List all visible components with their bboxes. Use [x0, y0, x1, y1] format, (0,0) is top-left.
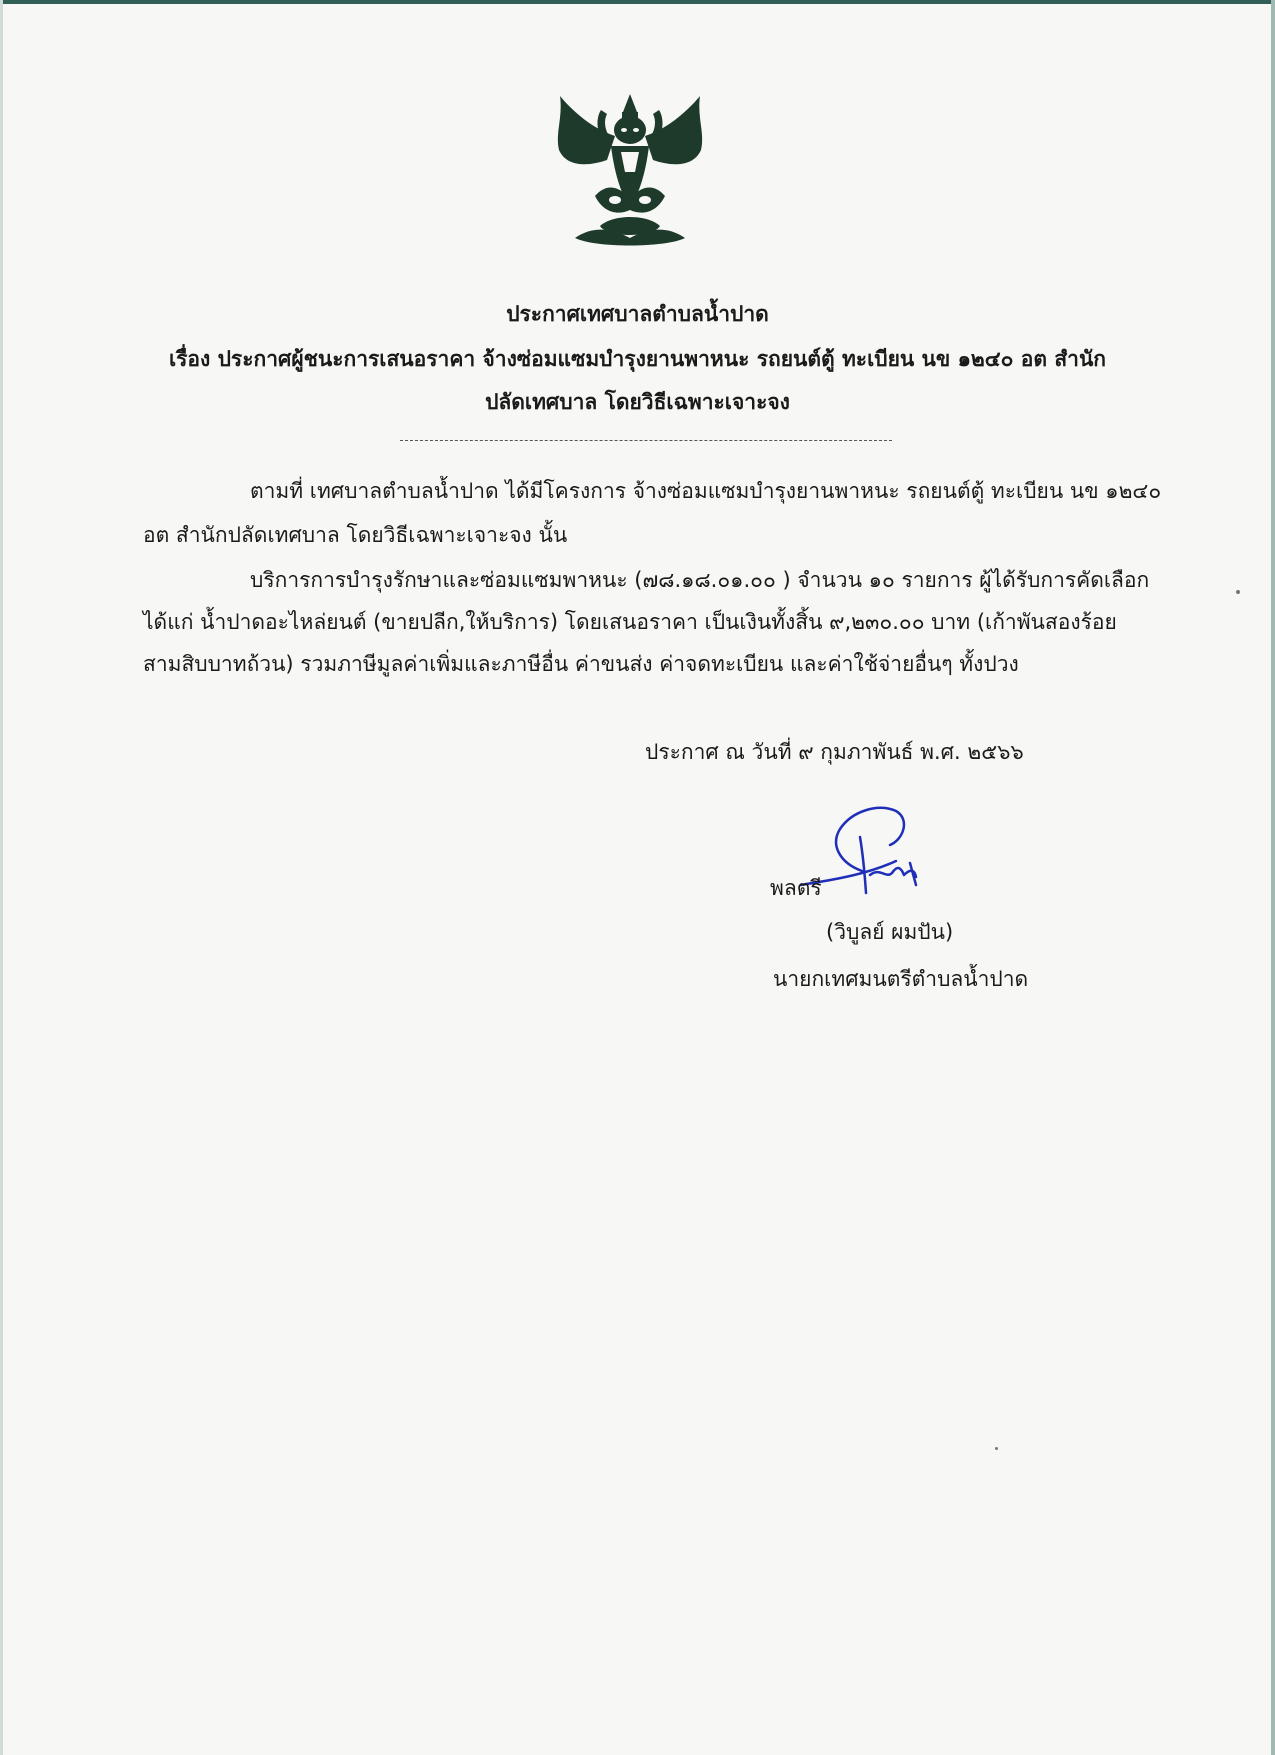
announcement-title: ประกาศเทศบาลตำบลน้ำปาด	[506, 302, 769, 326]
scan-speck	[1236, 590, 1240, 594]
signer-position: นายกเทศมนตรีตำบลน้ำปาด	[773, 967, 1029, 991]
paragraph-2-line-1: บริการการบำรุงรักษาและซ่อมแซมพาหนะ (๗๘.๑๘.๐๑.๐๐ ) จำนวน ๑๐ รายการ ผู้ได้รับการคัดเลือก	[250, 568, 1150, 592]
announcement-date: ประกาศ ณ วันที่ ๙ กุมภาพันธ์ พ.ศ. ๒๕๖๖	[645, 740, 1024, 764]
paragraph-2-line-3: สามสิบบาทถ้วน) รวมภาษีมูลค่าเพิ่มและภาษีอื่น ค่าขนส่ง ค่าจดทะเบียน และค่าใช้จ่ายอื่นๆ ทั้งปวง	[143, 652, 1019, 676]
title-divider	[400, 440, 892, 441]
handwritten-signature-icon	[800, 793, 950, 913]
garuda-emblem-icon	[545, 88, 715, 258]
signer-name: (วิบูลย์ ผมปัน)	[826, 920, 954, 944]
subject-line-2: ปลัดเทศบาล โดยวิธีเฉพาะเจาะจง	[485, 390, 790, 414]
paragraph-1-line-1: ตามที่ เทศบาลตำบลน้ำปาด ได้มีโครงการ จ้างซ่อมแซมบำรุงยานพาหนะ รถยนต์ตู้ ทะเบียน นข ๑๒๔๐	[250, 479, 1162, 503]
paragraph-1-line-2: อต สำนักปลัดเทศบาล โดยวิธีเฉพาะเจาะจง นั้น	[143, 523, 568, 547]
scan-edge-right	[1271, 0, 1275, 1755]
scan-edge-top	[0, 0, 1275, 4]
paragraph-2-line-2: ได้แก่ น้ำปาดอะไหล่ยนต์ (ขายปลีก,ให้บริการ) โดยเสนอราคา เป็นเงินทั้งสิ้น ๙,๒๓๐.๐๐ บาท (เก้าพันสองร้อย	[143, 610, 1117, 634]
scan-speck	[995, 1447, 998, 1450]
signer-rank: พลตรี	[770, 876, 822, 900]
scan-edge-left	[0, 0, 3, 1755]
subject-line-1: เรื่อง ประกาศผู้ชนะการเสนอราคา จ้างซ่อมแซมบำรุงยานพาหนะ รถยนต์ตู้ ทะเบียน นข ๑๒๔๐ อต สำนัก	[168, 347, 1107, 371]
